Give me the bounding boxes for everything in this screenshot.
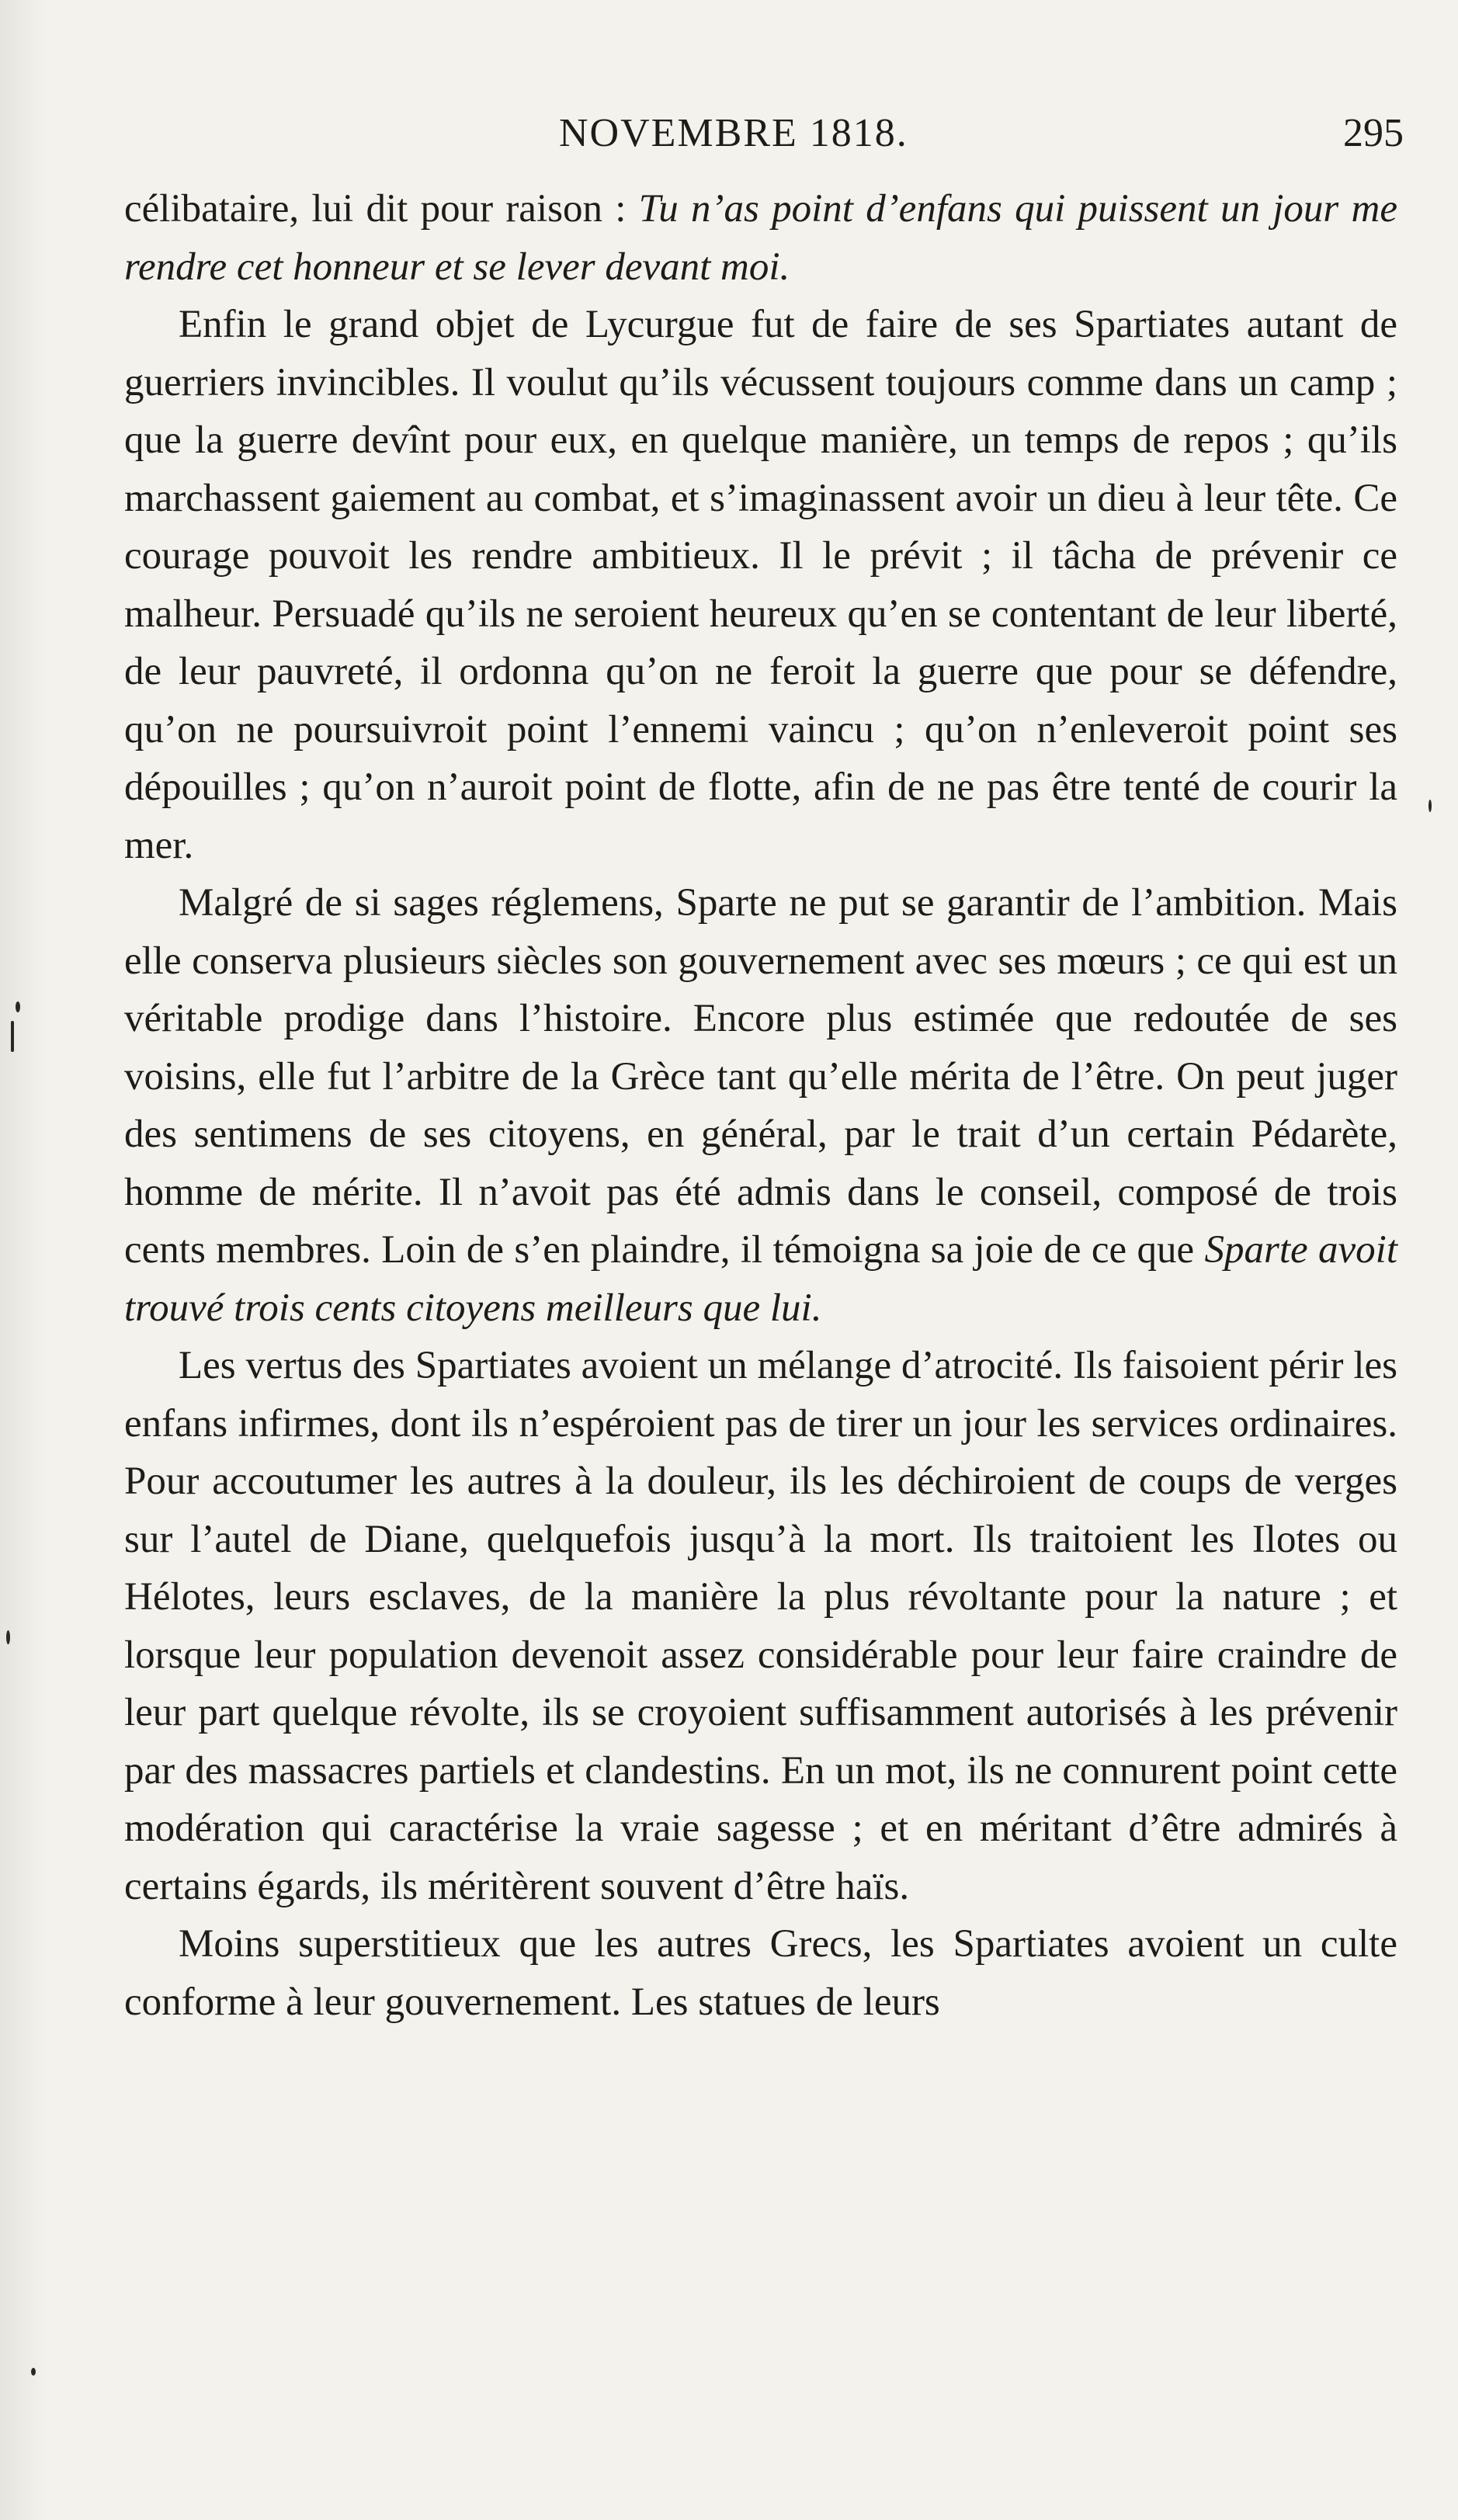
ink-speck	[16, 1001, 20, 1012]
paragraph-1-text: célibataire, lui dit pour raison :	[124, 187, 639, 231]
ink-speck	[6, 1630, 10, 1644]
paragraph-5	[124, 1915, 1397, 2031]
page-edge-shadow	[0, 0, 47, 2520]
paragraph-1	[124, 180, 1397, 296]
paragraph-3	[124, 874, 1397, 1337]
paragraph-4	[124, 1337, 1397, 1915]
running-head: NOVEMBRE 1818.	[559, 111, 908, 155]
paragraph-1-quote: Tu n’as point d’enfans qui puissent un jour me rendre cet honneur et se lever devant moi.	[124, 187, 1397, 289]
paragraph-3-quote: Sparte avoit trouvé trois cents citoyens meilleurs que lui.	[124, 1228, 1397, 1330]
paragraph-5-text: Moins superstitieux que les autres Grecs, les Spartiates avoient un culte conforme à leur gouvernement. Les statues de leurs	[124, 1922, 1397, 2024]
paragraph-2-text: Enfin le grand objet de Lycurgue fut de faire de ses Spartiates autant de guerriers invincibles. Il voulut qu’ils vécussent toujours comme dans un camp ; que la guerre devînt pour eux, en quelque manière, un temps de repos ; qu’ils marchassent gaiement au combat, et s’imaginassent avoir un dieu à leur tête. Ce courage pouvoit les rendre ambitieux. Il le prévit ; il tâcha de prévenir ce malheur. Persuadé qu’ils ne seroient heureux qu’en se contentant de leur liberté, de leur pauvreté, il ordonna qu’on ne feroit la guerre que pour se défendre, qu’on ne poursuivroit point l’ennemi vaincu ; qu’on n’enleveroit point ses dépouilles ; qu’on n’auroit point de flotte, afin de ne pas être tenté de courir la mer.	[124, 303, 1397, 867]
body-text	[124, 180, 1397, 2031]
ink-speck	[31, 2368, 36, 2376]
ink-speck	[1428, 800, 1432, 812]
page-header	[233, 110, 1458, 172]
paragraph-4-text: Les vertus des Spartiates avoient un mélange d’atrocité. Ils faisoient périr les enfans infirmes, dont ils n’espéroient pas de tirer un jour les services ordinaires. Pour accoutumer les autres à la douleur, ils les déchiroient de coups de verges sur l’autel de Diane, quelquefois jusqu’à la mort. Ils traitoient les Ilotes ou Hélotes, leurs esclaves, de la manière la plus révoltante pour la nature ; et lorsque leur population devenoit assez considérable pour leur faire craindre de leur part quelque révolte, ils se croyoient suffisamment autorisés à les prévenir par des massacres partiels et clandestins. En un mot, ils ne connurent point cette modération qui caractérise la vraie sagesse ; et en méritant d’être admirés à certains égards, ils méritèrent souvent d’être haïs.	[124, 1344, 1397, 1908]
paragraph-2	[124, 296, 1397, 874]
paragraph-3-text: Malgré de si sages réglemens, Sparte ne put se garantir de l’ambition. Mais elle conserva plusieurs siècles son gouvernement avec ses mœurs ; ce qui est un véritable prodige dans l’histoire. Encore plus estimée que redoutée de ses voisins, elle fut l’arbitre de la Grèce tant qu’elle mérita de l’être. On peut juger des sentimens de ses citoyens, en général, par le trait d’un certain Pédarète, homme de mérite. Il n’avoit pas été admis dans le conseil, composé de trois cents membres. Loin de s’en plaindre, il témoigna sa joie de ce que	[124, 881, 1397, 1272]
ink-speck	[11, 1021, 14, 1052]
page-number: 295	[1343, 111, 1404, 155]
